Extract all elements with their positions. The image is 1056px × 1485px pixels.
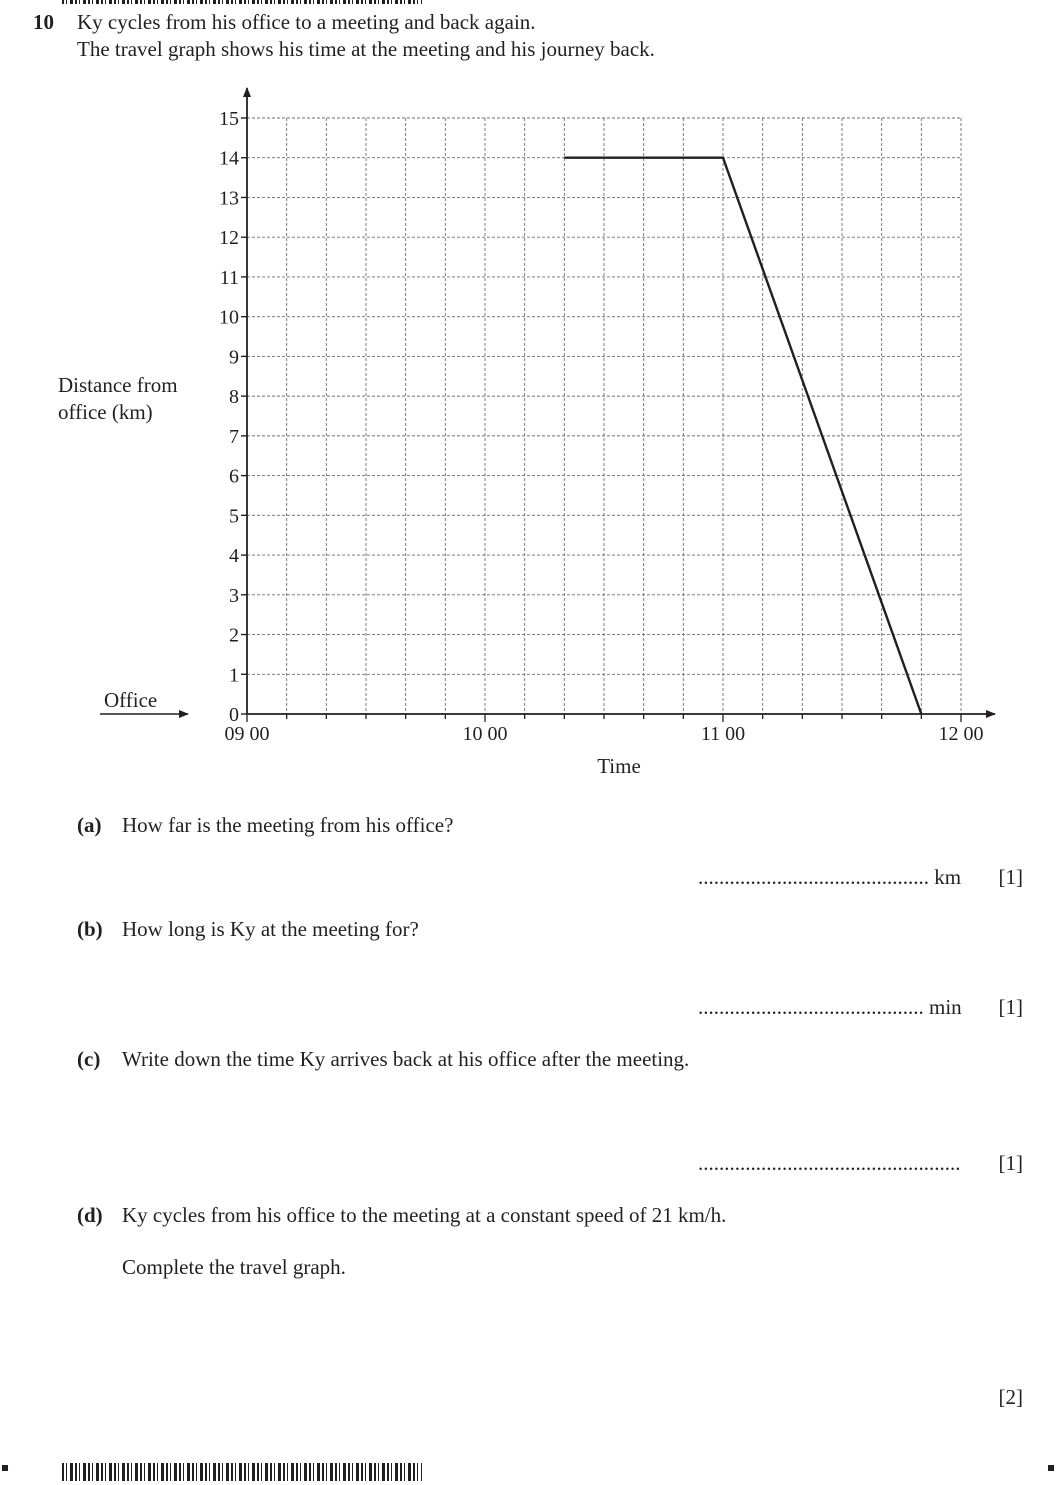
part-b-question: How long is Ky at the meeting for?	[122, 917, 419, 941]
x-axis-label: Time	[597, 754, 641, 778]
y-tick-label: 3	[229, 584, 239, 607]
office-marker-label: Office	[104, 688, 158, 712]
y-tick-label: 1	[229, 664, 239, 687]
y-tick-label: 12	[219, 227, 239, 250]
y-tick-label: 0	[229, 704, 239, 726]
y-tick-label: 10	[219, 306, 239, 329]
y-axis-label-line-2: office (km)	[58, 400, 153, 424]
corner-mark-left	[2, 1465, 8, 1471]
graph-ticks	[219, 108, 984, 745]
y-tick-label: 11	[219, 266, 239, 289]
question-number: 10	[33, 10, 54, 34]
top-barcode	[62, 0, 422, 4]
part-b-letter: (b)	[77, 917, 103, 941]
part-a-answer-line[interactable]	[698, 867, 961, 888]
part-d-letter: (d)	[77, 1203, 103, 1227]
part-c-letter: (c)	[77, 1047, 101, 1071]
y-tick-label: 7	[229, 425, 239, 448]
y-tick-label: 5	[229, 505, 239, 528]
part-a-dots: ............................................	[698, 865, 929, 889]
corner-mark-right	[1048, 1465, 1054, 1471]
part-a-unit: km	[934, 865, 962, 889]
y-tick-label: 14	[219, 147, 239, 170]
travel-graph	[0, 80, 1056, 790]
y-tick-label: 8	[229, 386, 239, 409]
y-tick-label: 9	[229, 346, 239, 369]
part-c-answer-line[interactable]: ..................................................	[698, 1151, 961, 1175]
y-tick-label: 6	[229, 465, 239, 488]
x-tick-label: 10 00	[462, 723, 508, 745]
x-tick-label: 09 00	[224, 723, 270, 745]
part-b-answer-line[interactable]	[698, 997, 962, 1018]
question-stem-line-1: Ky cycles from his office to a meeting and back again.	[77, 10, 536, 34]
part-a-question: How far is the meeting from his office?	[122, 813, 454, 837]
page-barcode	[62, 1463, 422, 1481]
part-d-instruction: Complete the travel graph.	[122, 1255, 346, 1279]
part-c-marks: [1]	[998, 1151, 1023, 1175]
x-tick-label: 12 00	[938, 723, 984, 745]
y-tick-label: 2	[229, 624, 239, 647]
part-b-dots: ...........................................	[698, 995, 924, 1019]
y-axis-label-line-1: Distance from	[58, 373, 178, 397]
graph-axes	[247, 88, 995, 714]
part-d-marks: [2]	[998, 1385, 1023, 1409]
x-tick-label: 11 00	[700, 723, 746, 745]
part-b-unit: min	[929, 995, 962, 1019]
part-c-question: Write down the time Ky arrives back at his office after the meeting.	[122, 1047, 690, 1071]
part-d-question: Ky cycles from his office to the meeting at a constant speed of 21 km/h.	[122, 1203, 727, 1227]
y-tick-label: 13	[219, 187, 239, 210]
graph-grid	[247, 118, 961, 714]
y-tick-label: 4	[229, 545, 239, 568]
part-a-letter: (a)	[77, 813, 102, 837]
question-stem-line-2: The travel graph shows his time at the meeting and his journey back.	[77, 37, 655, 61]
part-b-marks: [1]	[998, 995, 1023, 1019]
part-a-marks: [1]	[998, 865, 1023, 889]
y-tick-label: 15	[219, 108, 239, 130]
